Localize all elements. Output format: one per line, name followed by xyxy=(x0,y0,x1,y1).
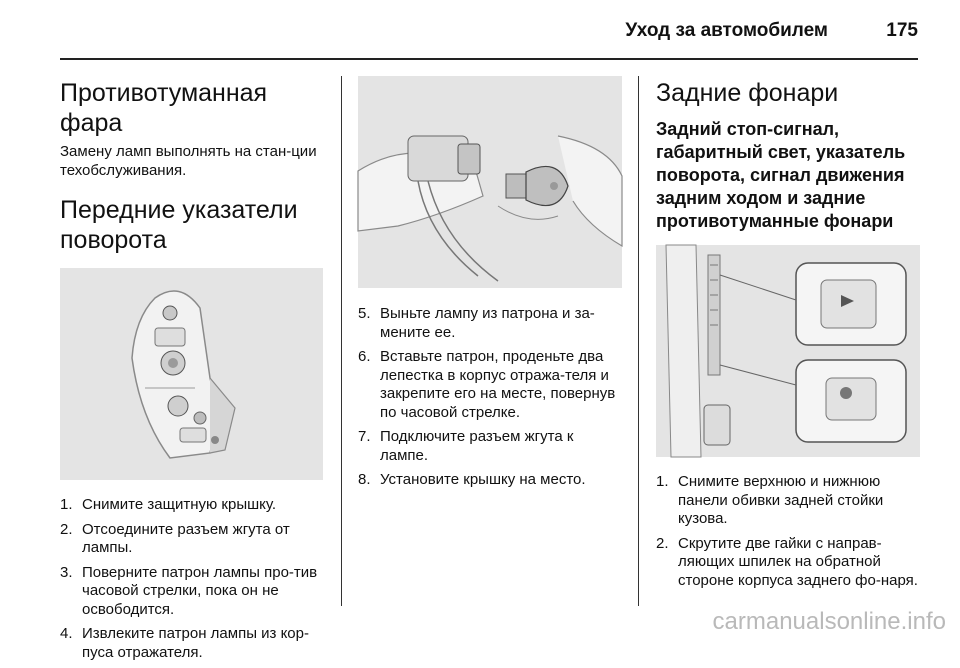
step-number: 1. xyxy=(656,473,669,490)
front-turn-signal-illustration xyxy=(60,268,323,480)
rear-lights-steps xyxy=(656,473,922,590)
step-text: Поверните патрон лампы про-тив часовой стрелки, пока он не освободится. xyxy=(82,563,318,618)
step-text: Подключите разъем жгута к лампе. xyxy=(380,428,574,464)
fog-lamp-heading: Противотуманная фара xyxy=(60,79,268,137)
step-text: Снимите защитную крышку. xyxy=(82,496,277,513)
step-item xyxy=(358,348,622,422)
step-item xyxy=(60,564,328,620)
middle-column xyxy=(358,76,622,496)
step-item xyxy=(358,471,622,490)
bulb-replacement-illustration xyxy=(358,76,622,288)
step-text: Скрутите две гайки с направ-ляющих шпилек на обратной стороне корпуса заднего фо-наря. xyxy=(678,534,918,589)
step-number: 5. xyxy=(358,305,371,322)
step-item xyxy=(358,305,622,342)
step-number: 7. xyxy=(358,428,371,445)
column-divider-left xyxy=(341,76,342,606)
step-item xyxy=(358,428,622,465)
step-number: 2. xyxy=(656,534,669,552)
front-turn-signal-steps xyxy=(60,496,328,662)
step-number: 8. xyxy=(358,471,371,488)
step-number: 6. xyxy=(358,348,371,365)
step-item xyxy=(60,521,328,558)
turn-signal-heading: Передние указатели поворота xyxy=(60,196,298,254)
step-item xyxy=(656,473,922,529)
left-column xyxy=(60,78,328,668)
page-header xyxy=(0,0,960,62)
step-text: Вставьте патрон, проденьте два лепестка в корпус отража-теля и закрепите его на месте, повернув по часовой стрелке. xyxy=(380,348,616,421)
rear-pillar-drawing xyxy=(656,245,920,457)
step-number: 4. xyxy=(60,625,73,642)
column-divider-right xyxy=(638,76,639,606)
bulb-replacement-steps xyxy=(358,305,622,490)
step-item xyxy=(656,535,922,591)
fog-lamp-text: Замену ламп выполнять на стан-ции техобслуживания. xyxy=(60,143,317,179)
step-text: Отсоедините разъем жгута от лампы. xyxy=(82,520,290,556)
headlamp-housing-drawing xyxy=(60,268,323,480)
rear-lights-heading: Задние фонари xyxy=(656,79,839,107)
bulb-and-socket-drawing xyxy=(358,76,622,288)
step-number: 3. xyxy=(60,563,73,581)
step-text: Снимите верхнюю и нижнюю панели обивки задней стойки кузова. xyxy=(678,473,884,527)
header-title: Уход за автомобилем xyxy=(625,20,828,41)
right-column xyxy=(656,78,922,596)
step-number: 1. xyxy=(60,496,73,513)
step-item xyxy=(60,625,328,662)
step-number: 2. xyxy=(60,520,73,538)
header-rule xyxy=(60,58,918,60)
step-text: Извлеките патрон лампы из кор-пуса отражателя. xyxy=(82,625,309,661)
step-text: Установите крышку на место. xyxy=(380,471,586,488)
watermark: carmanualsonline.info xyxy=(712,608,946,635)
rear-pillar-illustration xyxy=(656,245,920,457)
page-number: 175 xyxy=(886,20,918,41)
step-item xyxy=(60,496,328,515)
rear-lights-subheading: Задний стоп-сигнал, габаритный свет, указатель поворота, сигнал движения задним ходом и задние противотуманные фонари xyxy=(656,119,906,231)
step-text: Выньте лампу из патрона и за-мените ее. xyxy=(380,305,595,341)
